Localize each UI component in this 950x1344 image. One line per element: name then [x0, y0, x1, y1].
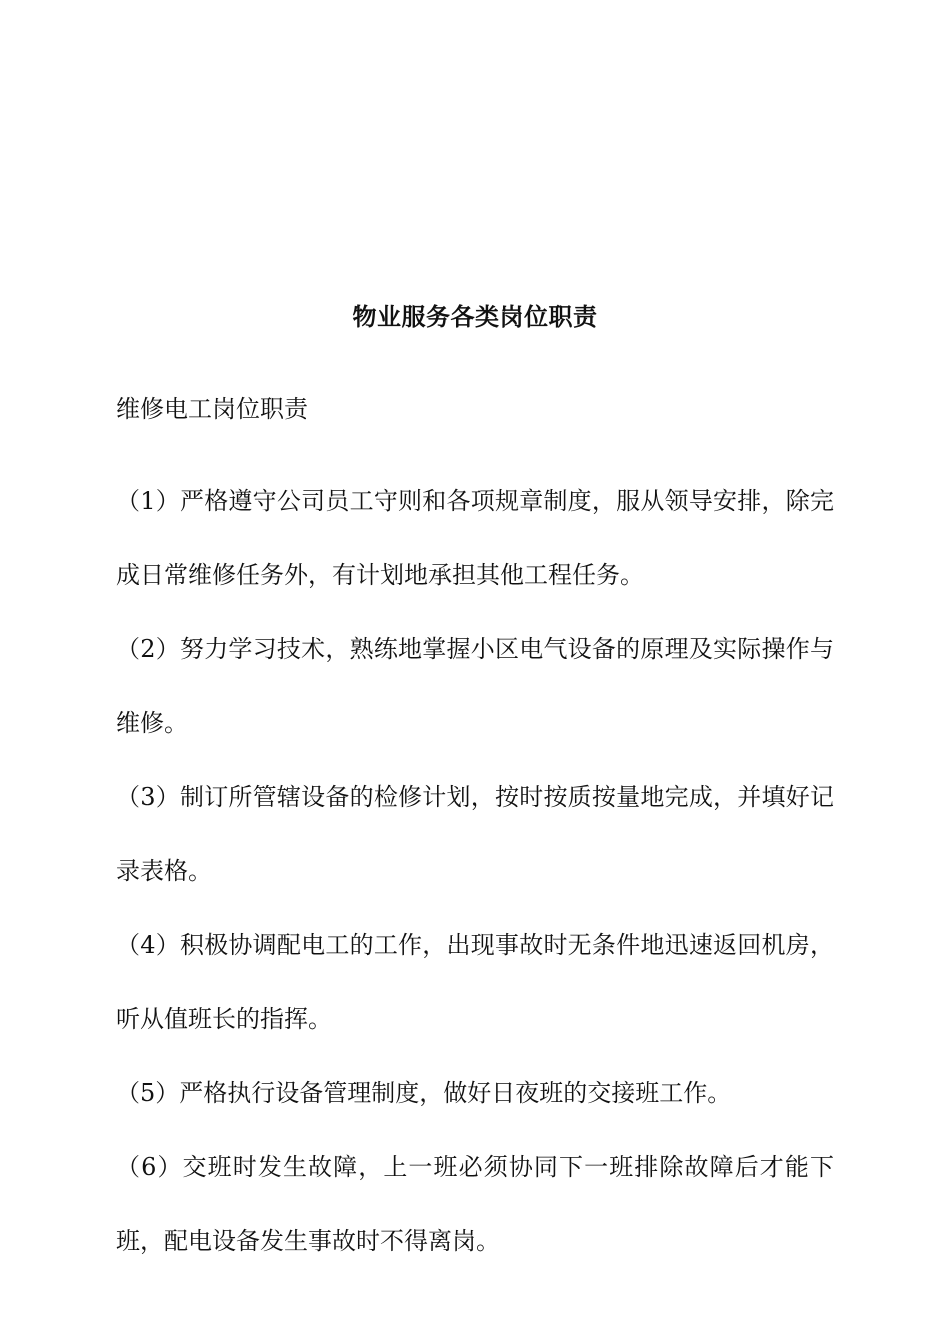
- duty-item-2: （2）努力学习技术，熟练地掌握小区电气设备的原理及实际操作与维修。: [116, 635, 834, 737]
- duty-item-4: （4）积极协调配电工的工作，出现事故时无条件地迅速返回机房，听从值班长的指挥。: [116, 931, 834, 1033]
- duty-item-1: （1）严格遵守公司员工守则和各项规章制度，服从领导安排，除完成日常维修任务外，有计划地承担其他工程任务。: [116, 487, 834, 589]
- duty-item-3: （3）制订所管辖设备的检修计划，按时按质按量地完成，并填好记录表格。: [116, 783, 834, 885]
- duty-item-5: （5）严格执行设备管理制度，做好日夜班的交接班工作。: [116, 1079, 732, 1107]
- section-heading: 维修电工岗位职责: [116, 395, 308, 423]
- duty-list: [116, 464, 834, 1278]
- duty-item-6: （6）交班时发生故障，上一班必须协同下一班排除故障后才能下班，配电设备发生事故时不得离岗。: [116, 1153, 834, 1255]
- document-title: 物业服务各类岗位职责: [352, 302, 598, 331]
